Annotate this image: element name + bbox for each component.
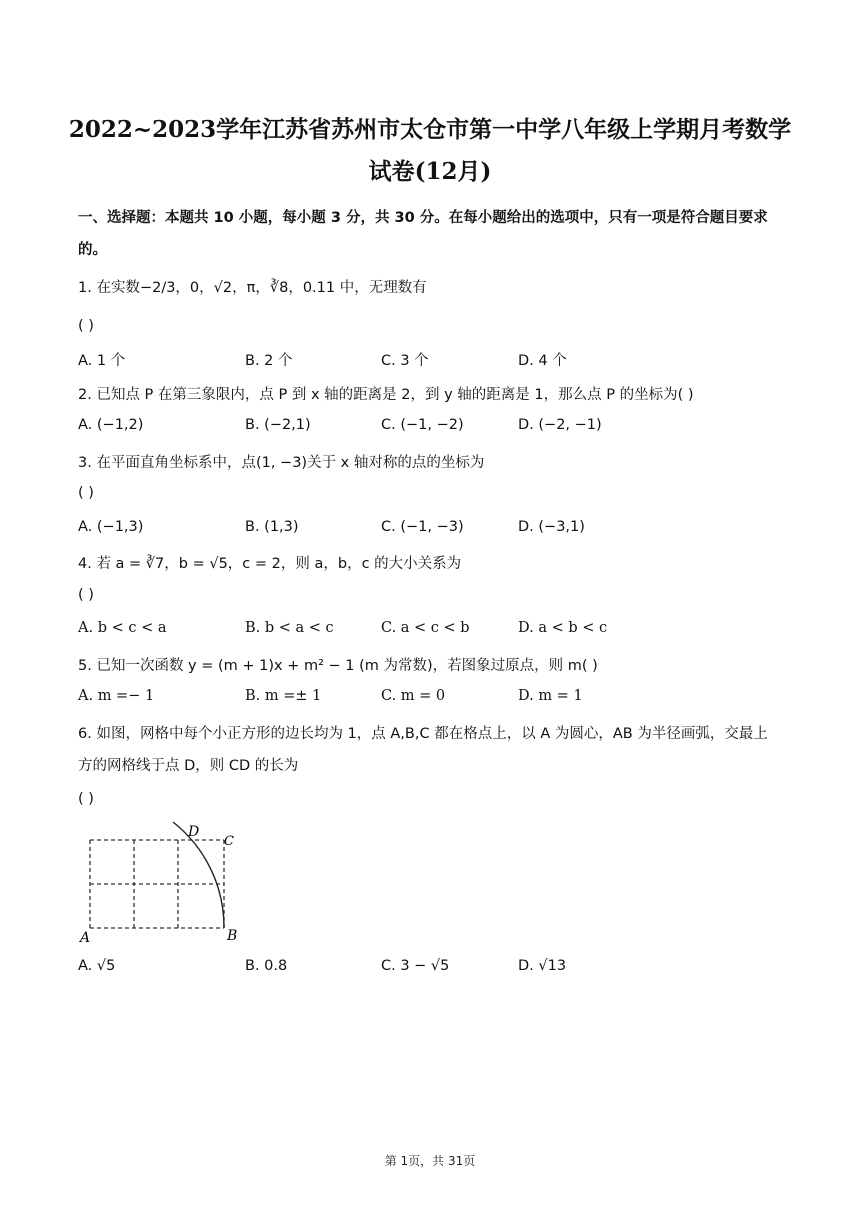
question-4-option-b: B. b < a < c (245, 620, 334, 636)
question-1-option-c: C. 3 个 (381, 353, 429, 369)
question-3-answer-paren: ( ) (78, 485, 94, 501)
question-5-stem: 5. 已知一次函数 y = (m + 1)x + m² − 1 (m 为常数)，若图象过原点，则 m( ) (78, 658, 598, 674)
question-4-option-d: D. a < b < c (518, 620, 608, 636)
question-1-option-d: D. 4 个 (518, 353, 567, 369)
question-5-option-b: B. m =± 1 (245, 688, 322, 704)
question-3-option-d: D. (−3,1) (518, 519, 585, 535)
question-1-option-b: B. 2 个 (245, 353, 293, 369)
question-4-stem: 4. 若 a = ∛7，b = √5，c = 2，则 a，b，c 的大小关系为 (78, 556, 462, 572)
question-3-option-a: A. (−1,3) (78, 519, 144, 535)
label-c: C (224, 834, 234, 849)
question-2-stem: 2. 已知点 P 在第三象限内，点 P 到 x 轴的距离是 2，到 y 轴的距离是 1，那么点 P 的坐标为( ) (78, 387, 694, 403)
question-6-option-a: A. √5 (78, 958, 116, 974)
question-6-option-c: C. 3 − √5 (381, 958, 450, 974)
question-1-stem: 1. 在实数−2/3，0，√2，π，∛8，0.11 中，无理数有 (78, 280, 427, 296)
question-2-option-c: C. (−1, −2) (381, 417, 464, 433)
question-3-option-c: C. (−1, −3) (381, 519, 464, 535)
question-6-stem-line-1: 6. 如图，网格中每个小正方形的边长均为 1，点 A,B,C 都在格点上，以 A 为圆心，AB 为半径画弧，交最上 (78, 726, 768, 742)
question-3-stem: 3. 在平面直角坐标系中，点(1, −3)关于 x 轴对称的点的坐标为 (78, 455, 485, 471)
question-2-option-a: A. (−1,2) (78, 417, 144, 433)
label-d: D (188, 824, 200, 840)
question-1-answer-paren: ( ) (78, 318, 94, 334)
question-6-option-b: B. 0.8 (245, 958, 288, 974)
section-heading-line-2: 的。 (78, 242, 107, 258)
question-2-option-b: B. (−2,1) (245, 417, 311, 433)
question-5-option-c: C. m = 0 (381, 688, 446, 704)
page-footer: 第 1页，共 31页 (384, 1154, 476, 1168)
question-4-option-a: A. b < c < a (78, 620, 167, 636)
exam-title-line-1: 2022~2023学年江苏省苏州市太仓市第一中学八年级上学期月考数学 (68, 116, 792, 143)
grid-figure (78, 818, 253, 948)
section-heading-line-1: 一、选择题：本题共 10 小题，每小题 3 分，共 30 分。在每小题给出的选项中，只有一项是符合题目要求 (78, 210, 768, 226)
question-4-answer-paren: ( ) (78, 587, 94, 603)
question-4-option-c: C. a < c < b (381, 620, 470, 636)
question-2-option-d: D. (−2, −1) (518, 417, 602, 433)
question-6-option-d: D. √13 (518, 958, 567, 974)
label-a: A (80, 930, 91, 946)
question-6-answer-paren: ( ) (78, 791, 94, 807)
question-5-option-d: D. m = 1 (518, 688, 583, 704)
question-5-option-a: A. m =− 1 (78, 688, 155, 704)
exam-title-line-2: 试卷(12月) (368, 158, 492, 185)
question-6-stem-line-2: 方的网格线于点 D，则 CD 的长为 (78, 758, 299, 774)
question-3-option-b: B. (1,3) (245, 519, 299, 535)
question-1-option-a: A. 1 个 (78, 353, 126, 369)
label-b: B (227, 928, 238, 944)
